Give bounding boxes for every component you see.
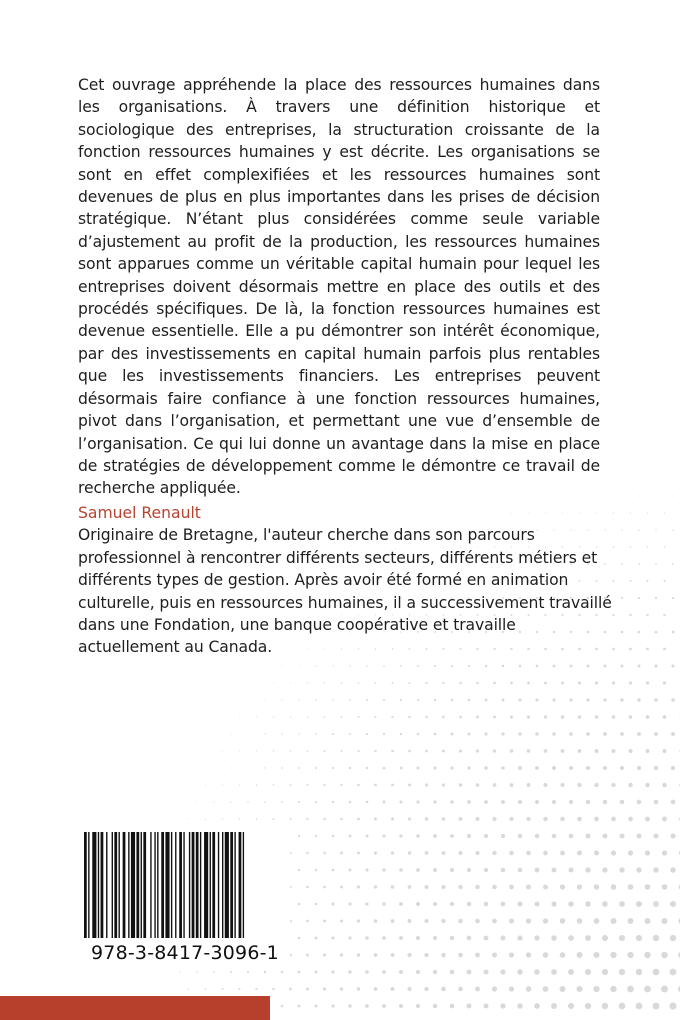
author-bio: Originaire de Bretagne, l'auteur cherche dans son parcours professionnel à rencontrer différents secteurs, différents métiers et différents types de gestion. Après avoir été formé en animation culturelle, puis en ressources humaines, il a successivement travaillé dans une Fondation, une banque coopérative et travaille actuellement au Canada. — [78, 526, 612, 657]
barcode-icon — [84, 832, 286, 938]
author-name: Samuel Renault — [78, 504, 201, 522]
bottom-accent-bar — [0, 996, 270, 1020]
author-block — [78, 502, 618, 659]
summary-paragraph: Cet ouvrage appréhende la place des ressources humaines dans les organisations. À travers une définition historique et sociologique des entreprises, la structuration croissante de la fonction ressources humaines y est décrite. Les organisations se sont en effet complexifiées et les ressources humaines sont devenues de plus en plus importantes dans les prises de décision stratégique. N’étant plus considérées comme seule variable d’ajustement au profit de la production, les ressources humaines sont apparues comme un véritable capital humain pour lequel les entreprises doivent désormais mettre en place des outils et des procédés spécifiques. De là, la fonction ressources humaines est devenue essentielle. Elle a pu démontrer son intérêt économique, par des investissements en capital humain parfois plus rentables que les investissements financiers. Les entreprises peuvent désormais faire confiance à une fonction ressources humaines, pivot dans l’organisation, et permettant une vue d’ensemble de l’organisation. Ce qui lui donne un avantage dans la mise en place de stratégies de développement comme le démontre ce travail de recherche appliquée. — [78, 76, 600, 498]
isbn-number: 978-3-8417-3096-1 — [91, 942, 279, 964]
barcode-area — [80, 828, 290, 968]
